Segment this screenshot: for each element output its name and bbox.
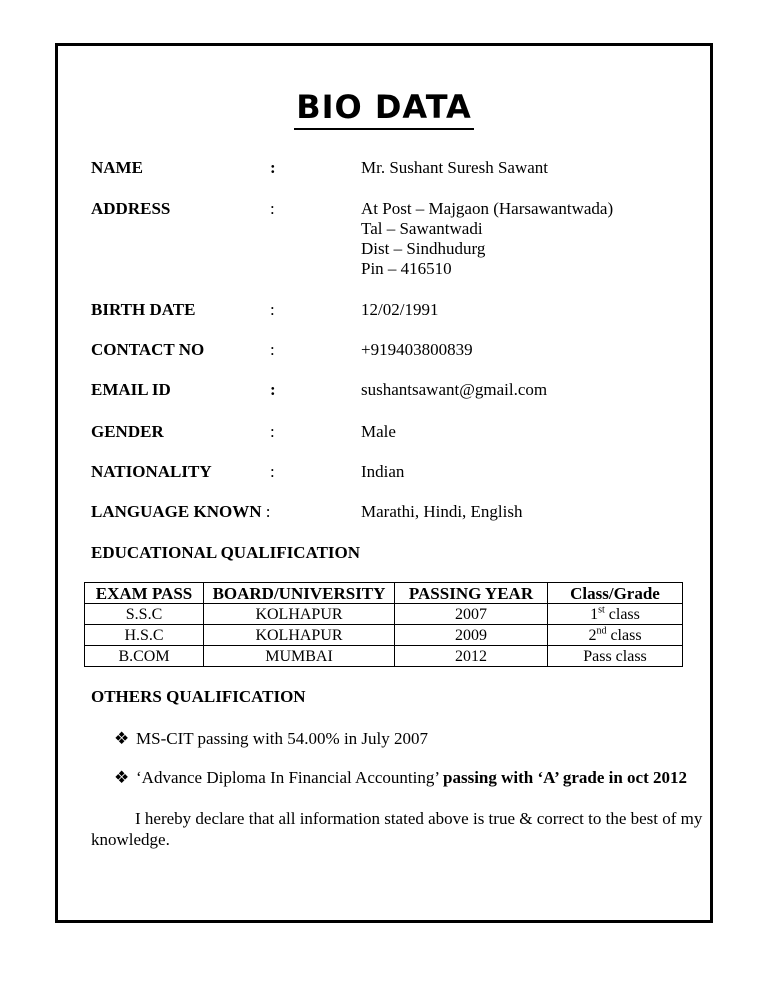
table-row [85, 604, 683, 625]
address-line: Tal – Sawantwadi [361, 219, 483, 238]
column-header: PASSING YEAR [395, 583, 548, 604]
exam-cell: B.COM [85, 646, 204, 667]
field-value: 12/02/1991 [361, 300, 439, 319]
education-table [84, 582, 683, 667]
board-cell: KOLHAPUR [204, 625, 395, 646]
field-label: NAME [91, 158, 143, 177]
column-header: Class/Grade [548, 583, 683, 604]
exam-cell: H.S.C [85, 625, 204, 646]
list-item: ❖ ‘Advance Diploma In Financial Accounting’ passing with ‘A’ grade in oct 2012 [114, 768, 688, 787]
field-value: sushantsawant@gmail.com [361, 380, 548, 399]
address-line: Dist – Sindhudurg [361, 239, 486, 258]
address-line: At Post – Majgaon (Harsawantwada) [361, 199, 614, 218]
education-heading: EDUCATIONAL QUALIFICATION [91, 543, 361, 562]
address-line: Pin – 416510 [361, 259, 452, 278]
table-header-row [85, 583, 683, 604]
field-label: GENDER [91, 422, 164, 441]
field-label: BIRTH DATE [91, 300, 196, 319]
grade-cell: 1st class [548, 604, 683, 625]
field-value: Marathi, Hindi, English [361, 502, 523, 521]
year-cell: 2009 [395, 625, 548, 646]
field-label: CONTACT NO [91, 340, 205, 359]
field-label: ADDRESS [91, 199, 171, 218]
field-colon: : [270, 340, 275, 359]
declaration-text: I hereby declare that all information stated above is true & correct to the best of my knowledge. [91, 809, 703, 849]
field-colon: : [270, 462, 275, 481]
others-heading: OTHERS QUALIFICATION [91, 687, 306, 706]
list-item: ❖ MS-CIT passing with 54.00% in July 2007 [114, 729, 429, 748]
year-cell: 2012 [395, 646, 548, 667]
diamond-bullet-icon: ❖ [114, 729, 130, 748]
field-label: LANGUAGE KNOWN : [91, 502, 271, 521]
field-value: +919403800839 [361, 340, 473, 359]
page-title: BIO DATA [0, 88, 768, 126]
field-colon: : [265, 502, 271, 521]
year-cell: 2007 [395, 604, 548, 625]
field-value: Indian [361, 462, 405, 481]
table-row [85, 625, 683, 646]
column-header: EXAM PASS [85, 583, 204, 604]
field-colon: : [270, 158, 276, 177]
field-value: Mr. Sushant Suresh Sawant [361, 158, 548, 177]
field-label: NATIONALITY [91, 462, 212, 481]
table-row [85, 646, 683, 667]
field-value: Male [361, 422, 396, 441]
board-cell: KOLHAPUR [204, 604, 395, 625]
board-cell: MUMBAI [204, 646, 395, 667]
exam-cell: S.S.C [85, 604, 204, 625]
grade-cell: Pass class [548, 646, 683, 667]
diamond-bullet-icon: ❖ [114, 768, 130, 787]
field-colon: : [270, 380, 276, 399]
field-colon: : [270, 300, 275, 319]
field-value [361, 199, 721, 279]
grade-cell: 2nd class [548, 625, 683, 646]
field-colon: : [270, 422, 275, 441]
field-label: EMAIL ID [91, 380, 171, 399]
field-colon: : [270, 199, 275, 218]
column-header: BOARD/UNIVERSITY [204, 583, 395, 604]
